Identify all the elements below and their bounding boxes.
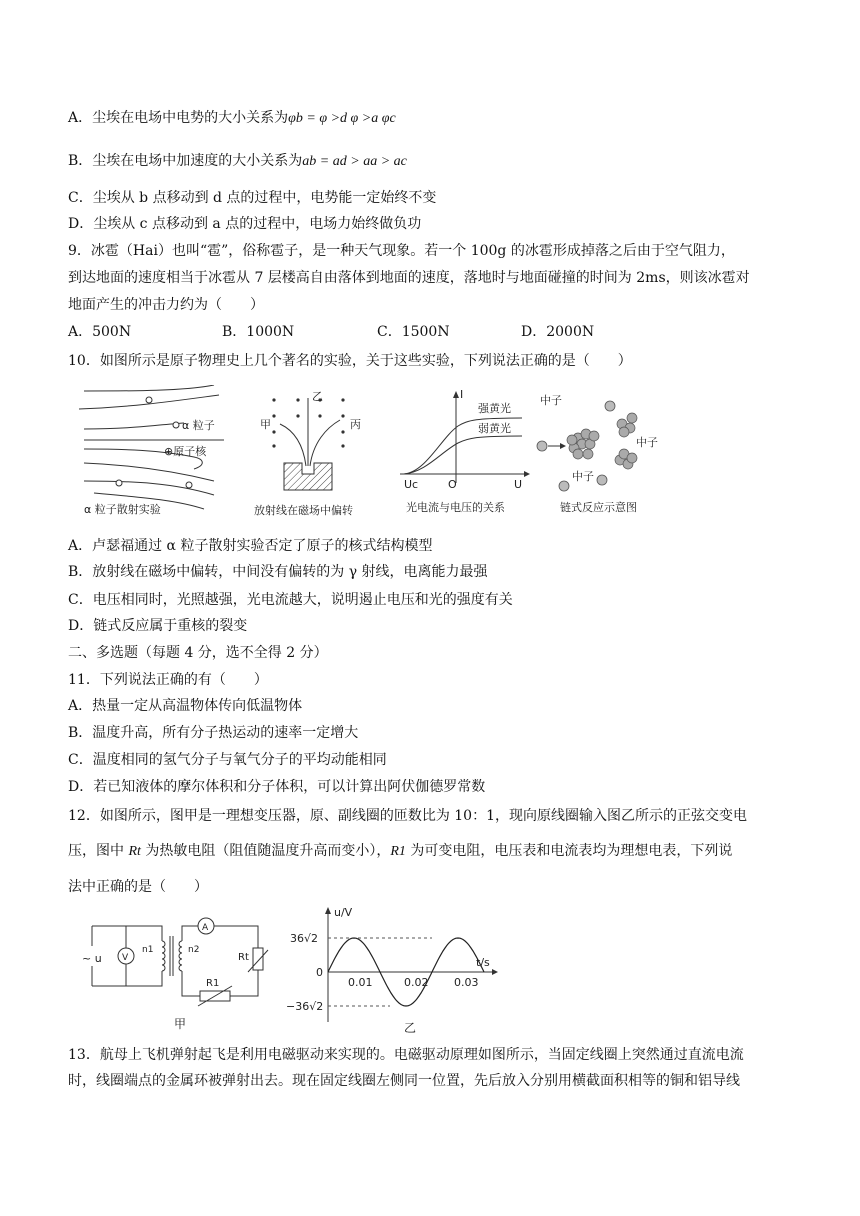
q11-option-b: B．温度升高，所有分子热运动的速率一定增大 — [68, 725, 359, 741]
q8-option-b — [68, 151, 407, 172]
q13-stem-line2: 时，线圈端点的金属环被弹射出去。现在固定线圈左侧同一位置，先后放入分别用横截面积相等的铜和铝导线 — [68, 1073, 740, 1089]
q9-stem-line3: 地面产生的冲击力约为（ ） — [68, 297, 264, 313]
sine-voltage-chart — [286, 902, 506, 1042]
ammeter-label: A — [202, 923, 209, 933]
weak-light-label: 弱黄光 — [478, 422, 511, 435]
alpha-ray-path — [280, 424, 306, 466]
wire — [92, 926, 162, 941]
atom-marker — [173, 422, 179, 428]
section-heading: 二、多选题（每题 4 分，选不全得 2 分） — [68, 645, 328, 661]
fission-fragment — [615, 449, 637, 469]
t-axis-label: t/s — [476, 956, 490, 969]
atom-marker — [116, 480, 122, 486]
wire — [182, 926, 198, 941]
wire — [182, 971, 200, 996]
primary-coil — [162, 941, 165, 971]
r1-label: R1 — [206, 978, 220, 989]
tick-0-02: 0.02 — [404, 976, 429, 989]
atom-marker — [146, 397, 152, 403]
chain-reaction-figure — [532, 388, 667, 520]
atom-marker — [186, 482, 192, 488]
tick-0-03: 0.03 — [454, 976, 479, 989]
q8-option-b-text: B．尘埃在电场中加速度的大小关系为 — [68, 153, 303, 169]
wire — [214, 926, 258, 948]
ray-label-bing: 丙 — [350, 418, 361, 431]
q9-stem-line2: 到达地面的速度相当于冰雹从 7 层楼高自由落体到地面的速度，落地时与地面碰撞的时间为 2ms，则该冰雹对 — [68, 270, 750, 286]
q8-option-a-text: A．尘埃在电场中电势的大小关系为 — [68, 110, 289, 126]
q10-option-d: D．链式反应属于重核的裂变 — [68, 618, 248, 634]
q12-stem-line1: 12．如图所示，图甲是一理想变压器，原、副线圈的匝数比为 10：1，现向原线圈输入图乙所示的正弦交变电 — [68, 808, 747, 824]
thermistor-rt — [253, 948, 263, 970]
q8-option-a-math: φb = φ >d φ >a φc — [288, 111, 396, 126]
secondary-coil — [179, 941, 182, 971]
neutron-label-1: 中子 — [540, 394, 562, 407]
trough-label: −36√2 — [286, 1000, 324, 1013]
alpha-scattering-figure — [74, 385, 234, 520]
q12-stem-line3: 法中正确的是（ ） — [68, 879, 208, 895]
q8-option-b-math: ab = ad > aa > ac — [302, 154, 407, 169]
strong-light-label: 强黄光 — [478, 402, 511, 415]
axis-label-i: I — [460, 388, 464, 401]
fig-jia-caption: 甲 — [174, 1017, 187, 1031]
q11-stem: 11．下列说法正确的有（ ） — [68, 672, 268, 688]
photocurrent-figure — [396, 388, 531, 520]
q11-option-d: D．若已知液体的摩尔体积和分子体积，可以计算出阿伏伽德罗常数 — [68, 779, 486, 795]
axis-label-u: U — [514, 478, 523, 491]
alpha-track — [84, 463, 214, 481]
n2-label: n2 — [188, 945, 200, 955]
fig2-caption: 放射线在磁场中偏转 — [254, 504, 353, 517]
voltmeter-label: V — [122, 953, 129, 963]
transformer-circuit-figure — [82, 906, 282, 1036]
q9-option-d: D．2000N — [521, 324, 595, 340]
neutron-label-2: 中子 — [636, 436, 658, 449]
nucleus-label: ⊕原子核 — [164, 445, 207, 458]
peak-label: 36√2 — [290, 932, 319, 945]
q9-option-b: B．1000N — [222, 324, 295, 340]
q9-option-a: A．500N — [68, 324, 132, 340]
wire — [230, 970, 258, 996]
beta-ray-path — [310, 420, 340, 466]
q12-line2-part: 为热敏电阻（阻值随温度升高而变小）， — [140, 843, 391, 859]
q11-option-a: A．热量一定从高温物体传向低温物体 — [68, 698, 303, 714]
ray-label-jia: 甲 — [260, 418, 271, 431]
rt-label: Rt — [238, 952, 249, 963]
lead-block — [284, 463, 332, 490]
q10-option-b: B．放射线在磁场中偏转，中间没有偏转的为 γ 射线，电离能力最强 — [68, 564, 488, 580]
q9-stem-line1: 9．冰雹（Hai）也叫“雹”，俗称雹子，是一种天气现象。若一个 100g 的冰雹形成掉落之后由于空气阻力， — [68, 243, 735, 259]
fig4-caption: 链式反应示意图 — [560, 501, 637, 514]
ray-label-yi: 乙 — [312, 390, 323, 403]
neutron-label-3: 中子 — [572, 470, 594, 483]
thermistor-slash — [248, 950, 268, 972]
q10-stem: 10．如图所示是原子物理史上几个著名的实验，关于这些实验，下列说法正确的是（ ） — [68, 353, 632, 369]
origin-label: O — [448, 478, 457, 491]
origin-label: 0 — [316, 966, 323, 979]
alpha-track — [84, 423, 184, 429]
source-label: ~ u — [82, 952, 102, 965]
fission-fragment — [617, 413, 637, 437]
rt-symbol: Rt — [128, 844, 141, 859]
q10-option-a: A．卢瑟福通过 α 粒子散射实验否定了原子的核式结构模型 — [68, 538, 433, 554]
q8-option-c: C．尘埃从 b 点移动到 d 点的过程中，电势能一定始终不变 — [68, 190, 437, 206]
r1-symbol: R1 — [390, 844, 406, 859]
wire — [92, 971, 162, 986]
fig-yi-caption: 乙 — [404, 1021, 417, 1035]
u-axis-label: u/V — [334, 906, 353, 919]
alpha-label: α 粒子 — [182, 419, 215, 432]
q8-option-d: D．尘埃从 c 点移动到 a 点的过程中，电场力始终做负功 — [68, 216, 422, 232]
q12-line2-part: 为可变电阻，电压表和电流表均为理想电表，下列说 — [405, 843, 733, 859]
variable-arrow — [198, 986, 232, 1006]
radiation-deflection-figure — [248, 388, 373, 520]
fig3-caption: 光电流与电压的关系 — [406, 501, 505, 514]
q9-option-c: C．1500N — [377, 324, 450, 340]
uc-label: Uc — [404, 478, 419, 491]
tick-0-01: 0.01 — [348, 976, 373, 989]
q11-option-c: C．温度相同的氢气分子与氧气分子的平均动能相同 — [68, 752, 387, 768]
n1-label: n1 — [142, 945, 154, 955]
alpha-track — [84, 481, 214, 495]
fig1-caption: α 粒子散射实验 — [84, 503, 161, 516]
alpha-track — [84, 385, 214, 391]
q8-option-a — [68, 108, 396, 129]
weak-light-curve — [404, 436, 522, 474]
q13-stem-line1: 13．航母上飞机弹射起飞是利用电磁驱动来实现的。电磁驱动原理如图所示，当固定线圈上突然通过直流电流 — [68, 1047, 744, 1063]
q12-line2-part: 压，图中 — [68, 843, 129, 859]
q12-stem-line2 — [68, 841, 732, 862]
q10-option-c: C．电压相同时，光照越强，光电流越大，说明遏止电压和光的强度有关 — [68, 592, 513, 608]
uranium-nucleus — [567, 429, 599, 459]
